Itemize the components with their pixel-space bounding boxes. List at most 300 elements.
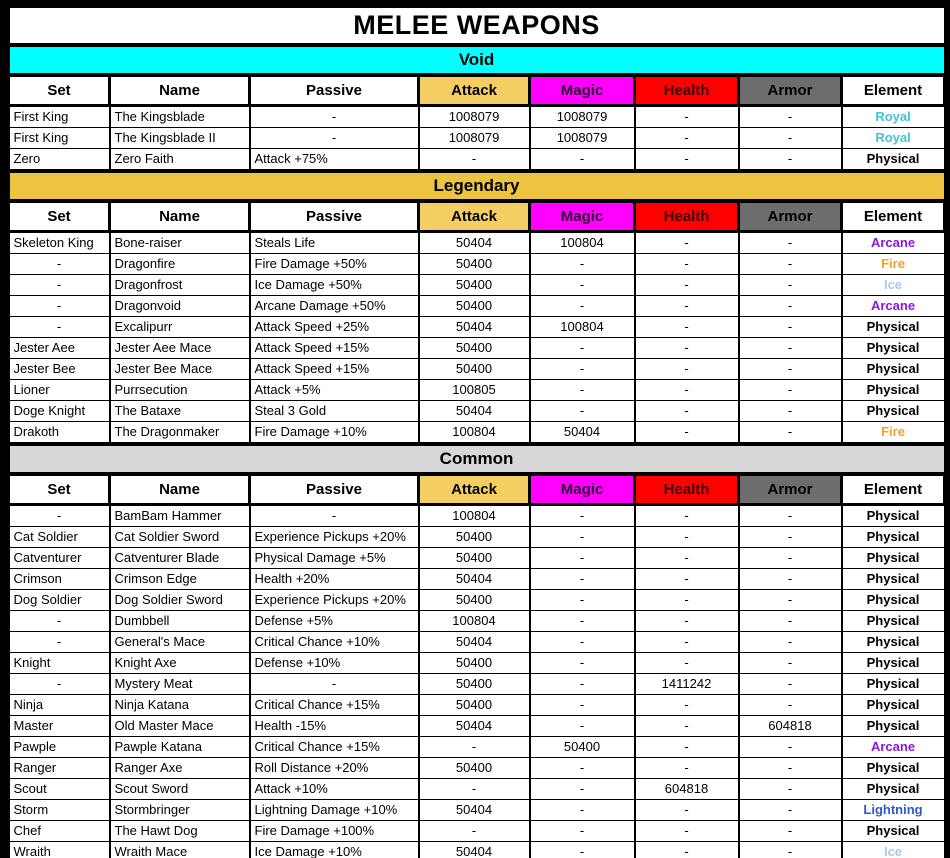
cell-passive: - (250, 106, 419, 128)
cell-name: Jester Bee Mace (110, 359, 250, 380)
cell-attack: - (419, 737, 530, 758)
cell-passive: Attack +75% (250, 149, 419, 172)
cell-armor: - (739, 674, 842, 695)
cell-set: - (9, 505, 110, 527)
cell-armor: - (739, 106, 842, 128)
cell-magic: - (530, 149, 635, 172)
cell-name: The Dragonmaker (110, 422, 250, 445)
column-header-passive: Passive (250, 474, 419, 505)
cell-health: - (635, 653, 739, 674)
cell-armor: - (739, 653, 842, 674)
cell-health: 604818 (635, 779, 739, 800)
weapon-row-old-master-mace (9, 716, 945, 737)
cell-passive: Critical Chance +10% (250, 632, 419, 653)
cell-element: Arcane (842, 296, 945, 317)
cell-set: Zero (9, 149, 110, 172)
cell-name: Dumbbell (110, 611, 250, 632)
column-header-attack: Attack (419, 201, 530, 232)
cell-health: - (635, 422, 739, 445)
cell-passive: Defense +5% (250, 611, 419, 632)
cell-name: The Bataxe (110, 401, 250, 422)
cell-passive: - (250, 674, 419, 695)
cell-magic: - (530, 590, 635, 611)
weapon-row-scout-sword (9, 779, 945, 800)
column-header-set: Set (9, 75, 110, 106)
cell-magic: - (530, 275, 635, 296)
cell-magic: 1008079 (530, 128, 635, 149)
column-header-armor: Armor (739, 75, 842, 106)
column-header-element: Element (842, 75, 945, 106)
cell-armor: - (739, 821, 842, 842)
weapon-row-crimson-edge (9, 569, 945, 590)
cell-magic: - (530, 842, 635, 858)
cell-magic: - (530, 548, 635, 569)
cell-magic: - (530, 505, 635, 527)
cell-name: Catventurer Blade (110, 548, 250, 569)
cell-magic: 1008079 (530, 106, 635, 128)
cell-name: Ranger Axe (110, 758, 250, 779)
weapon-row-dragonvoid (9, 296, 945, 317)
cell-passive: Health -15% (250, 716, 419, 737)
cell-name: Ninja Katana (110, 695, 250, 716)
cell-health: - (635, 695, 739, 716)
cell-armor: - (739, 590, 842, 611)
cell-set: Ranger (9, 758, 110, 779)
cell-passive: Health +20% (250, 569, 419, 590)
cell-health: - (635, 149, 739, 172)
cell-magic: - (530, 296, 635, 317)
weapon-row-excalipurr (9, 317, 945, 338)
weapon-row-bambam-hammer (9, 505, 945, 527)
cell-health: - (635, 569, 739, 590)
column-header-attack: Attack (419, 75, 530, 106)
cell-health: - (635, 106, 739, 128)
cell-passive: Critical Chance +15% (250, 695, 419, 716)
cell-attack: 100805 (419, 380, 530, 401)
cell-attack: 1008079 (419, 106, 530, 128)
cell-passive: Ice Damage +10% (250, 842, 419, 858)
cell-element: Physical (842, 359, 945, 380)
cell-name: Wraith Mace (110, 842, 250, 858)
cell-armor: - (739, 128, 842, 149)
cell-name: Jester Aee Mace (110, 338, 250, 359)
cell-element: Physical (842, 653, 945, 674)
cell-magic: - (530, 611, 635, 632)
cell-health: 1411242 (635, 674, 739, 695)
cell-armor: - (739, 254, 842, 275)
cell-element: Physical (842, 674, 945, 695)
cell-health: - (635, 716, 739, 737)
cell-set: Skeleton King (9, 232, 110, 254)
cell-health: - (635, 632, 739, 653)
cell-armor: - (739, 380, 842, 401)
cell-set: Scout (9, 779, 110, 800)
cell-attack: 100804 (419, 505, 530, 527)
cell-passive: Fire Damage +50% (250, 254, 419, 275)
weapon-row-stormbringer (9, 800, 945, 821)
cell-armor: - (739, 338, 842, 359)
column-header-magic: Magic (530, 75, 635, 106)
cell-passive: Fire Damage +100% (250, 821, 419, 842)
column-header-health: Health (635, 75, 739, 106)
cell-attack: 50404 (419, 401, 530, 422)
cell-name: Stormbringer (110, 800, 250, 821)
cell-magic: 50404 (530, 422, 635, 445)
cell-element: Physical (842, 505, 945, 527)
column-header-armor: Armor (739, 474, 842, 505)
cell-set: Jester Bee (9, 359, 110, 380)
cell-set: Storm (9, 800, 110, 821)
cell-health: - (635, 611, 739, 632)
cell-magic: - (530, 632, 635, 653)
cell-armor: - (739, 359, 842, 380)
cell-health: - (635, 359, 739, 380)
cell-armor: - (739, 569, 842, 590)
cell-attack: 50404 (419, 842, 530, 858)
cell-armor: - (739, 548, 842, 569)
cell-set: Dog Soldier (9, 590, 110, 611)
cell-magic: 100804 (530, 317, 635, 338)
cell-magic: - (530, 779, 635, 800)
weapon-row-bone-raiser (9, 232, 945, 254)
cell-attack: 50404 (419, 232, 530, 254)
cell-element: Ice (842, 842, 945, 858)
cell-attack: 50400 (419, 653, 530, 674)
cell-passive: Steals Life (250, 232, 419, 254)
cell-attack: 50404 (419, 716, 530, 737)
cell-attack: 50404 (419, 800, 530, 821)
cell-health: - (635, 338, 739, 359)
melee-weapons-table (7, 6, 946, 858)
cell-set: Lioner (9, 380, 110, 401)
cell-passive: Attack Speed +15% (250, 338, 419, 359)
cell-passive: Ice Damage +50% (250, 275, 419, 296)
cell-armor: - (739, 149, 842, 172)
cell-element: Physical (842, 317, 945, 338)
cell-attack: 50404 (419, 317, 530, 338)
cell-element: Physical (842, 569, 945, 590)
column-header-passive: Passive (250, 201, 419, 232)
cell-name: Knight Axe (110, 653, 250, 674)
cell-magic: - (530, 380, 635, 401)
cell-name: Scout Sword (110, 779, 250, 800)
cell-set: Pawple (9, 737, 110, 758)
cell-passive: - (250, 505, 419, 527)
cell-attack: 50400 (419, 296, 530, 317)
cell-health: - (635, 548, 739, 569)
column-header-row-void (9, 75, 945, 106)
section-bar-void: Void (9, 45, 945, 75)
cell-health: - (635, 317, 739, 338)
cell-magic: - (530, 758, 635, 779)
cell-passive: Experience Pickups +20% (250, 527, 419, 548)
cell-element: Lightning (842, 800, 945, 821)
weapon-row-the-bataxe (9, 401, 945, 422)
cell-magic: - (530, 359, 635, 380)
cell-name: Zero Faith (110, 149, 250, 172)
column-header-magic: Magic (530, 474, 635, 505)
weapon-row-mystery-meat (9, 674, 945, 695)
cell-passive: Arcane Damage +50% (250, 296, 419, 317)
cell-element: Physical (842, 758, 945, 779)
cell-set: Cat Soldier (9, 527, 110, 548)
cell-element: Arcane (842, 737, 945, 758)
cell-health: - (635, 128, 739, 149)
cell-attack: 50400 (419, 548, 530, 569)
cell-passive: - (250, 128, 419, 149)
cell-armor: - (739, 401, 842, 422)
cell-health: - (635, 821, 739, 842)
cell-magic: - (530, 800, 635, 821)
weapon-row-dragonfire (9, 254, 945, 275)
cell-attack: 50400 (419, 527, 530, 548)
cell-element: Physical (842, 821, 945, 842)
cell-name: Cat Soldier Sword (110, 527, 250, 548)
weapon-row-ranger-axe (9, 758, 945, 779)
column-header-health: Health (635, 474, 739, 505)
cell-armor: - (739, 317, 842, 338)
cell-name: Dragonfire (110, 254, 250, 275)
cell-name: Excalipurr (110, 317, 250, 338)
cell-set: Crimson (9, 569, 110, 590)
column-header-row-legendary (9, 201, 945, 232)
column-header-attack: Attack (419, 474, 530, 505)
cell-element: Fire (842, 254, 945, 275)
cell-element: Physical (842, 338, 945, 359)
cell-set: - (9, 254, 110, 275)
cell-set: Master (9, 716, 110, 737)
weapon-row-dumbbell (9, 611, 945, 632)
cell-name: Mystery Meat (110, 674, 250, 695)
cell-armor: - (739, 758, 842, 779)
cell-attack: 50400 (419, 758, 530, 779)
cell-attack: 50404 (419, 569, 530, 590)
cell-set: First King (9, 128, 110, 149)
cell-element: Physical (842, 611, 945, 632)
cell-attack: 50400 (419, 674, 530, 695)
weapon-row-pawple-katana (9, 737, 945, 758)
cell-name: General's Mace (110, 632, 250, 653)
cell-attack: 50400 (419, 254, 530, 275)
cell-passive: Steal 3 Gold (250, 401, 419, 422)
cell-element: Royal (842, 128, 945, 149)
weapon-row-the-kingsblade-ii (9, 128, 945, 149)
cell-set: First King (9, 106, 110, 128)
weapon-row-zero-faith (9, 149, 945, 172)
column-header-armor: Armor (739, 201, 842, 232)
cell-armor: - (739, 611, 842, 632)
weapon-row-dog-soldier-sword (9, 590, 945, 611)
cell-set: - (9, 296, 110, 317)
cell-magic: - (530, 716, 635, 737)
section-row-void (9, 45, 945, 75)
cell-magic: - (530, 569, 635, 590)
weapon-row-ninja-katana (9, 695, 945, 716)
cell-set: - (9, 275, 110, 296)
cell-armor: - (739, 232, 842, 254)
cell-attack: 50400 (419, 359, 530, 380)
cell-health: - (635, 842, 739, 858)
column-header-name: Name (110, 474, 250, 505)
column-header-passive: Passive (250, 75, 419, 106)
weapon-row-general-s-mace (9, 632, 945, 653)
cell-attack: 1008079 (419, 128, 530, 149)
cell-name: Bone-raiser (110, 232, 250, 254)
cell-set: Ninja (9, 695, 110, 716)
cell-health: - (635, 232, 739, 254)
cell-element: Physical (842, 527, 945, 548)
weapon-row-the-kingsblade (9, 106, 945, 128)
cell-armor: 604818 (739, 716, 842, 737)
cell-health: - (635, 590, 739, 611)
cell-attack: - (419, 149, 530, 172)
cell-passive: Experience Pickups +20% (250, 590, 419, 611)
cell-element: Physical (842, 695, 945, 716)
cell-passive: Critical Chance +15% (250, 737, 419, 758)
cell-element: Arcane (842, 232, 945, 254)
cell-armor: - (739, 800, 842, 821)
weapon-row-jester-bee-mace (9, 359, 945, 380)
cell-magic: 100804 (530, 232, 635, 254)
cell-attack: 50400 (419, 590, 530, 611)
cell-armor: - (739, 275, 842, 296)
cell-name: Crimson Edge (110, 569, 250, 590)
cell-magic: - (530, 695, 635, 716)
cell-set: Drakoth (9, 422, 110, 445)
cell-element: Royal (842, 106, 945, 128)
cell-name: The Kingsblade II (110, 128, 250, 149)
weapon-row-catventurer-blade (9, 548, 945, 569)
cell-passive: Fire Damage +10% (250, 422, 419, 445)
cell-health: - (635, 737, 739, 758)
cell-name: Purrsecution (110, 380, 250, 401)
weapon-row-dragonfrost (9, 275, 945, 296)
cell-armor: - (739, 632, 842, 653)
cell-health: - (635, 380, 739, 401)
cell-attack: 50404 (419, 632, 530, 653)
cell-set: Chef (9, 821, 110, 842)
cell-health: - (635, 401, 739, 422)
cell-set: Jester Aee (9, 338, 110, 359)
weapon-row-the-dragonmaker (9, 422, 945, 445)
column-header-element: Element (842, 201, 945, 232)
cell-attack: 50400 (419, 275, 530, 296)
cell-magic: - (530, 653, 635, 674)
cell-passive: Physical Damage +5% (250, 548, 419, 569)
cell-attack: 100804 (419, 422, 530, 445)
cell-name: Dog Soldier Sword (110, 590, 250, 611)
cell-name: The Kingsblade (110, 106, 250, 128)
column-header-magic: Magic (530, 201, 635, 232)
cell-element: Ice (842, 275, 945, 296)
cell-element: Physical (842, 548, 945, 569)
cell-set: - (9, 632, 110, 653)
cell-set: Catventurer (9, 548, 110, 569)
column-header-row-common (9, 474, 945, 505)
column-header-name: Name (110, 201, 250, 232)
cell-passive: Attack +10% (250, 779, 419, 800)
cell-passive: Attack +5% (250, 380, 419, 401)
cell-attack: - (419, 779, 530, 800)
weapon-row-wraith-mace (9, 842, 945, 858)
cell-armor: - (739, 505, 842, 527)
title-row (9, 7, 945, 45)
weapon-row-the-hawt-dog (9, 821, 945, 842)
column-header-health: Health (635, 201, 739, 232)
section-bar-legendary: Legendary (9, 171, 945, 201)
column-header-element: Element (842, 474, 945, 505)
cell-health: - (635, 800, 739, 821)
cell-armor: - (739, 737, 842, 758)
cell-health: - (635, 275, 739, 296)
cell-passive: Attack Speed +25% (250, 317, 419, 338)
section-row-common (9, 444, 945, 474)
cell-set: Knight (9, 653, 110, 674)
weapon-row-knight-axe (9, 653, 945, 674)
cell-health: - (635, 254, 739, 275)
weapon-row-jester-aee-mace (9, 338, 945, 359)
cell-element: Fire (842, 422, 945, 445)
cell-passive: Lightning Damage +10% (250, 800, 419, 821)
cell-element: Physical (842, 716, 945, 737)
cell-health: - (635, 296, 739, 317)
cell-name: BamBam Hammer (110, 505, 250, 527)
cell-element: Physical (842, 380, 945, 401)
cell-passive: Attack Speed +15% (250, 359, 419, 380)
cell-passive: Roll Distance +20% (250, 758, 419, 779)
cell-passive: Defense +10% (250, 653, 419, 674)
weapon-row-purrsecution (9, 380, 945, 401)
cell-magic: - (530, 821, 635, 842)
cell-name: Dragonfrost (110, 275, 250, 296)
cell-armor: - (739, 695, 842, 716)
cell-armor: - (739, 422, 842, 445)
cell-set: - (9, 611, 110, 632)
cell-set: Doge Knight (9, 401, 110, 422)
cell-element: Physical (842, 779, 945, 800)
cell-health: - (635, 758, 739, 779)
cell-magic: - (530, 401, 635, 422)
cell-name: The Hawt Dog (110, 821, 250, 842)
cell-armor: - (739, 296, 842, 317)
cell-magic: - (530, 527, 635, 548)
cell-attack: 50400 (419, 695, 530, 716)
cell-element: Physical (842, 590, 945, 611)
cell-name: Old Master Mace (110, 716, 250, 737)
cell-element: Physical (842, 149, 945, 172)
cell-element: Physical (842, 401, 945, 422)
cell-magic: 50400 (530, 737, 635, 758)
column-header-name: Name (110, 75, 250, 106)
cell-armor: - (739, 527, 842, 548)
cell-armor: - (739, 842, 842, 858)
cell-magic: - (530, 254, 635, 275)
cell-name: Pawple Katana (110, 737, 250, 758)
cell-armor: - (739, 779, 842, 800)
cell-health: - (635, 527, 739, 548)
column-header-set: Set (9, 474, 110, 505)
section-row-legendary (9, 171, 945, 201)
cell-attack: - (419, 821, 530, 842)
cell-set: - (9, 317, 110, 338)
cell-element: Physical (842, 632, 945, 653)
column-header-set: Set (9, 201, 110, 232)
section-bar-common: Common (9, 444, 945, 474)
cell-name: Dragonvoid (110, 296, 250, 317)
cell-magic: - (530, 674, 635, 695)
cell-set: Wraith (9, 842, 110, 858)
cell-health: - (635, 505, 739, 527)
